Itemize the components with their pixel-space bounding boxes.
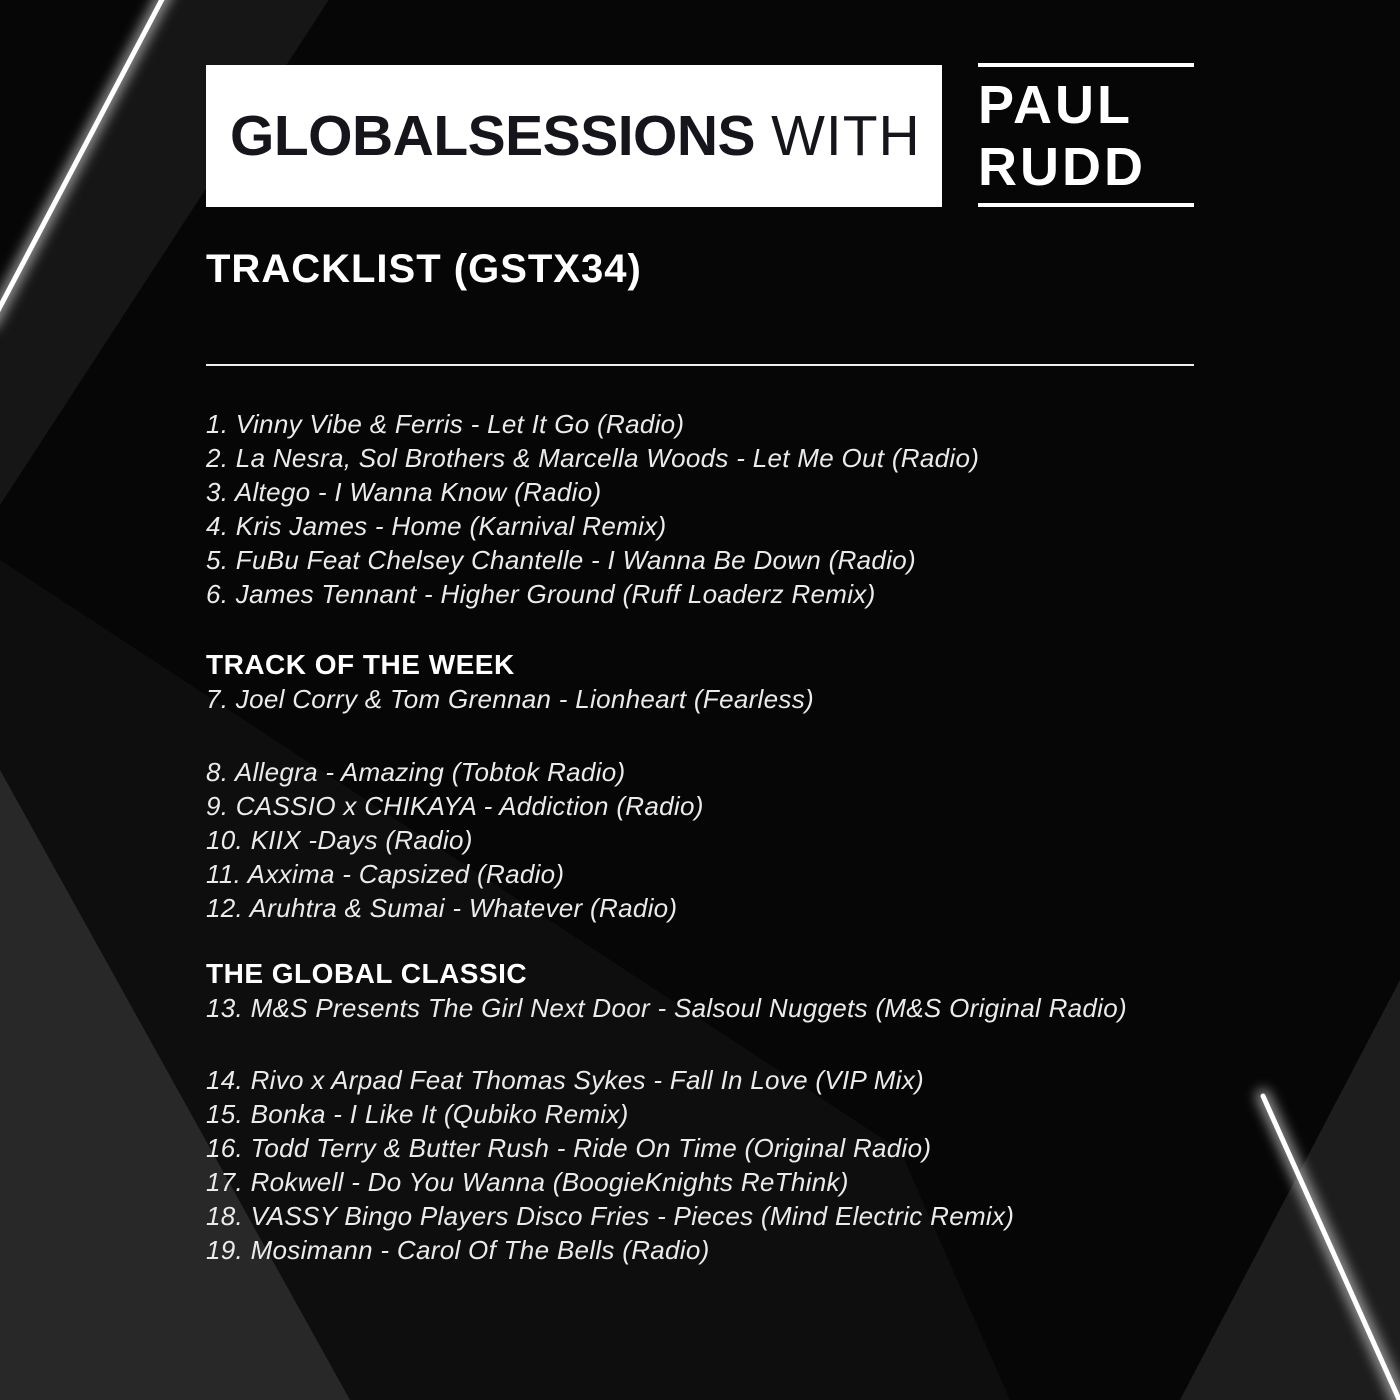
- show-title-box: [206, 65, 942, 207]
- artist-rule-top: [978, 63, 1194, 67]
- artist-rule-bottom: [978, 203, 1194, 207]
- section-header-track-of-the-week: TRACK OF THE WEEK: [206, 649, 515, 680]
- artist-first-name: PAUL: [978, 75, 1133, 135]
- track-item: 14. Rivo x Arpad Feat Thomas Sykes - Fall In Love (VIP Mix): [206, 1065, 925, 1095]
- artist-name: [978, 72, 1194, 198]
- track-item: 10. KIIX -Days (Radio): [206, 825, 473, 855]
- track-item: 13. M&S Presents The Girl Next Door - Salsoul Nuggets (M&S Original Radio): [206, 993, 1127, 1023]
- track-section: [206, 1063, 1326, 1267]
- track-item: 3. Altego - I Wanna Know (Radio): [206, 477, 602, 507]
- tracklist-title: TRACKLIST (GSTX34): [206, 247, 642, 291]
- track-item: 12. Aruhtra & Sumai - Whatever (Radio): [206, 893, 678, 923]
- tracklist: [206, 407, 1326, 1267]
- track-section: [206, 755, 1326, 925]
- track-item: 19. Mosimann - Carol Of The Bells (Radio): [206, 1235, 710, 1265]
- artist-block: [978, 63, 1194, 207]
- separator-rule: [206, 364, 1194, 366]
- track-item: 15. Bonka - I Like It (Qubiko Remix): [206, 1099, 629, 1129]
- track-section-global-classic: [206, 957, 1326, 1025]
- track-item: 16. Todd Terry & Butter Rush - Ride On Time (Original Radio): [206, 1133, 932, 1163]
- track-section-track-of-the-week: [206, 648, 1326, 716]
- section-header-global-classic: THE GLOBAL CLASSIC: [206, 958, 528, 989]
- track-item: 11. Axxima - Capsized (Radio): [206, 859, 565, 889]
- track-item: 9. CASSIO x CHIKAYA - Addiction (Radio): [206, 791, 704, 821]
- track-item: 6. James Tennant - Higher Ground (Ruff Loaderz Remix): [206, 579, 876, 609]
- track-item: 5. FuBu Feat Chelsey Chantelle - I Wanna Be Down (Radio): [206, 545, 916, 575]
- show-name-with: WITH: [771, 104, 921, 168]
- track-section: [206, 407, 1326, 611]
- track-item: 17. Rokwell - Do You Wanna (BoogieKnights ReThink): [206, 1167, 849, 1197]
- track-item: 18. VASSY Bingo Players Disco Fries - Pieces (Mind Electric Remix): [206, 1201, 1015, 1231]
- track-item: 4. Kris James - Home (Karnival Remix): [206, 511, 667, 541]
- artist-last-name: RUDD: [978, 137, 1146, 197]
- track-item: 7. Joel Corry & Tom Grennan - Lionheart (Fearless): [206, 684, 814, 714]
- track-item: 8. Allegra - Amazing (Tobtok Radio): [206, 757, 626, 787]
- show-name: GLOBALSESSIONS: [230, 104, 756, 168]
- track-item: 1. Vinny Vibe & Ferris - Let It Go (Radio): [206, 409, 685, 439]
- track-item: 2. La Nesra, Sol Brothers & Marcella Woods - Let Me Out (Radio): [206, 443, 980, 473]
